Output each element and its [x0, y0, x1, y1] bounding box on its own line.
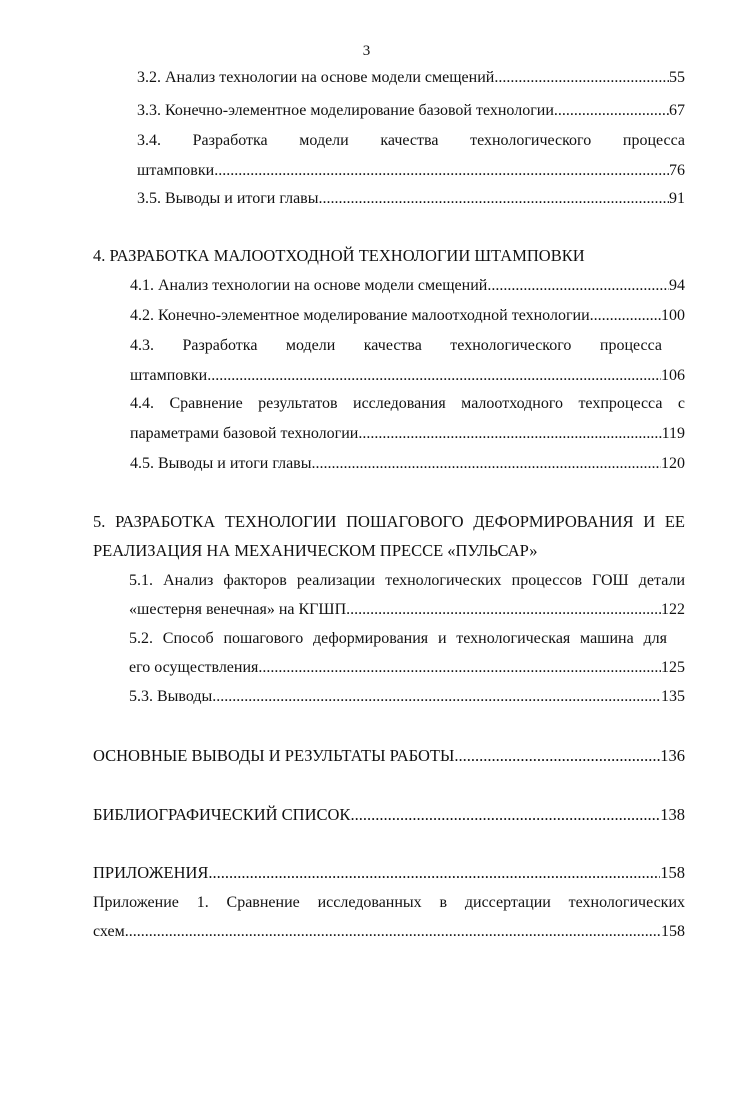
toc-title: ПРИЛОЖЕНИЯ [93, 863, 209, 882]
toc-bibliography[interactable] [93, 805, 685, 825]
toc-entry-5-1-line2[interactable] [129, 600, 685, 620]
toc-title: 4.5. Выводы и итоги главы [130, 455, 312, 472]
toc-title: ОСНОВНЫЕ ВЫВОДЫ И РЕЗУЛЬТАТЫ РАБОТЫ [93, 746, 455, 765]
toc-page: 76 [669, 162, 685, 179]
toc-appendix-1-line1[interactable]: Приложение 1. Сравнение исследованных в диссертации технологических [93, 894, 685, 911]
toc-page: 55 [669, 69, 685, 86]
toc-title: штамповки [137, 162, 215, 179]
toc-title: 3.3. Конечно-элементное моделирование базовой технологии [137, 102, 554, 119]
toc-entry-5-3[interactable] [129, 687, 685, 707]
toc-page: 135 [661, 688, 685, 705]
toc-appendix-1-line2[interactable] [93, 922, 685, 942]
toc-title: штамповки [130, 367, 208, 384]
toc-entry-3-3[interactable] [137, 101, 685, 121]
page-number: 3 [362, 43, 371, 59]
toc-title: 3.2. Анализ технологии на основе модели смещений [137, 69, 495, 86]
toc-title: 4.1. Анализ технологии на основе модели смещений [130, 277, 488, 294]
toc-title: 4.2. Конечно-элементное моделирование малоотходной технологии [130, 307, 590, 324]
toc-title: 5.3. Выводы [129, 688, 213, 705]
toc-page: 100 [661, 307, 685, 324]
toc-page: 158 [661, 923, 685, 940]
toc-title: его осуществления [129, 659, 259, 676]
toc-entry-3-5[interactable] [137, 189, 685, 209]
toc-entry-5-1-line1[interactable]: 5.1. Анализ факторов реализации технологических процессов ГОШ детали [129, 572, 685, 589]
toc-page: 91 [669, 190, 685, 207]
toc-page: 136 [660, 746, 685, 765]
toc-appendices[interactable] [93, 863, 685, 883]
toc-entry-3-4-line1[interactable]: 3.4. Разработка модели качества технологического процесса [137, 132, 685, 149]
toc-page: 106 [661, 367, 685, 384]
toc-conclusions[interactable] [93, 746, 685, 766]
toc-entry-4-2[interactable] [130, 306, 685, 326]
toc-title: «шестерня венечная» на КГШП [129, 601, 347, 618]
toc-entry-4-4-line2[interactable] [130, 424, 685, 444]
chapter-5-heading-line2[interactable]: РЕАЛИЗАЦИЯ НА МЕХАНИЧЕСКОМ ПРЕССЕ «ПУЛЬСАР» [93, 541, 538, 560]
toc-page: 138 [660, 805, 685, 824]
toc-title: БИБЛИОГРАФИЧЕСКИЙ СПИСОК [93, 805, 351, 824]
toc-page: 158 [660, 863, 685, 882]
toc-entry-4-1[interactable] [130, 276, 685, 296]
chapter-5-heading-line1[interactable]: 5. РАЗРАБОТКА ТЕХНОЛОГИИ ПОШАГОВОГО ДЕФОРМИРОВАНИЯ И ЕЕ [93, 512, 685, 531]
toc-entry-3-4-line2[interactable] [137, 161, 685, 181]
toc-entry-4-3-line2[interactable] [130, 366, 685, 386]
toc-page: 94 [669, 277, 685, 294]
toc-entry-4-4-line1[interactable]: 4.4. Сравнение результатов исследования малоотходного техпроцесса с [130, 395, 685, 412]
chapter-4-heading[interactable]: 4. РАЗРАБОТКА МАЛООТХОДНОЙ ТЕХНОЛОГИИ ШТАМПОВКИ [93, 246, 585, 265]
toc-page: 122 [661, 601, 685, 618]
toc-entry-5-2-line1[interactable]: 5.2. Способ пошагового деформирования и технологическая машина для [129, 630, 667, 647]
toc-title: параметрами базовой технологии [130, 425, 359, 442]
toc-page: 120 [661, 455, 685, 472]
toc-entry-4-5[interactable] [130, 454, 685, 474]
toc-entry-3-2[interactable] [137, 68, 685, 88]
toc-title: 3.5. Выводы и итоги главы [137, 190, 319, 207]
toc-page: 67 [669, 102, 685, 119]
toc-page: 125 [661, 659, 685, 676]
toc-entry-4-3-line1[interactable]: 4.3. Разработка модели качества технологического процесса [130, 337, 662, 354]
toc-page: 119 [661, 425, 685, 442]
toc-title: схем [93, 923, 125, 940]
toc-entry-5-2-line2[interactable] [129, 658, 685, 678]
